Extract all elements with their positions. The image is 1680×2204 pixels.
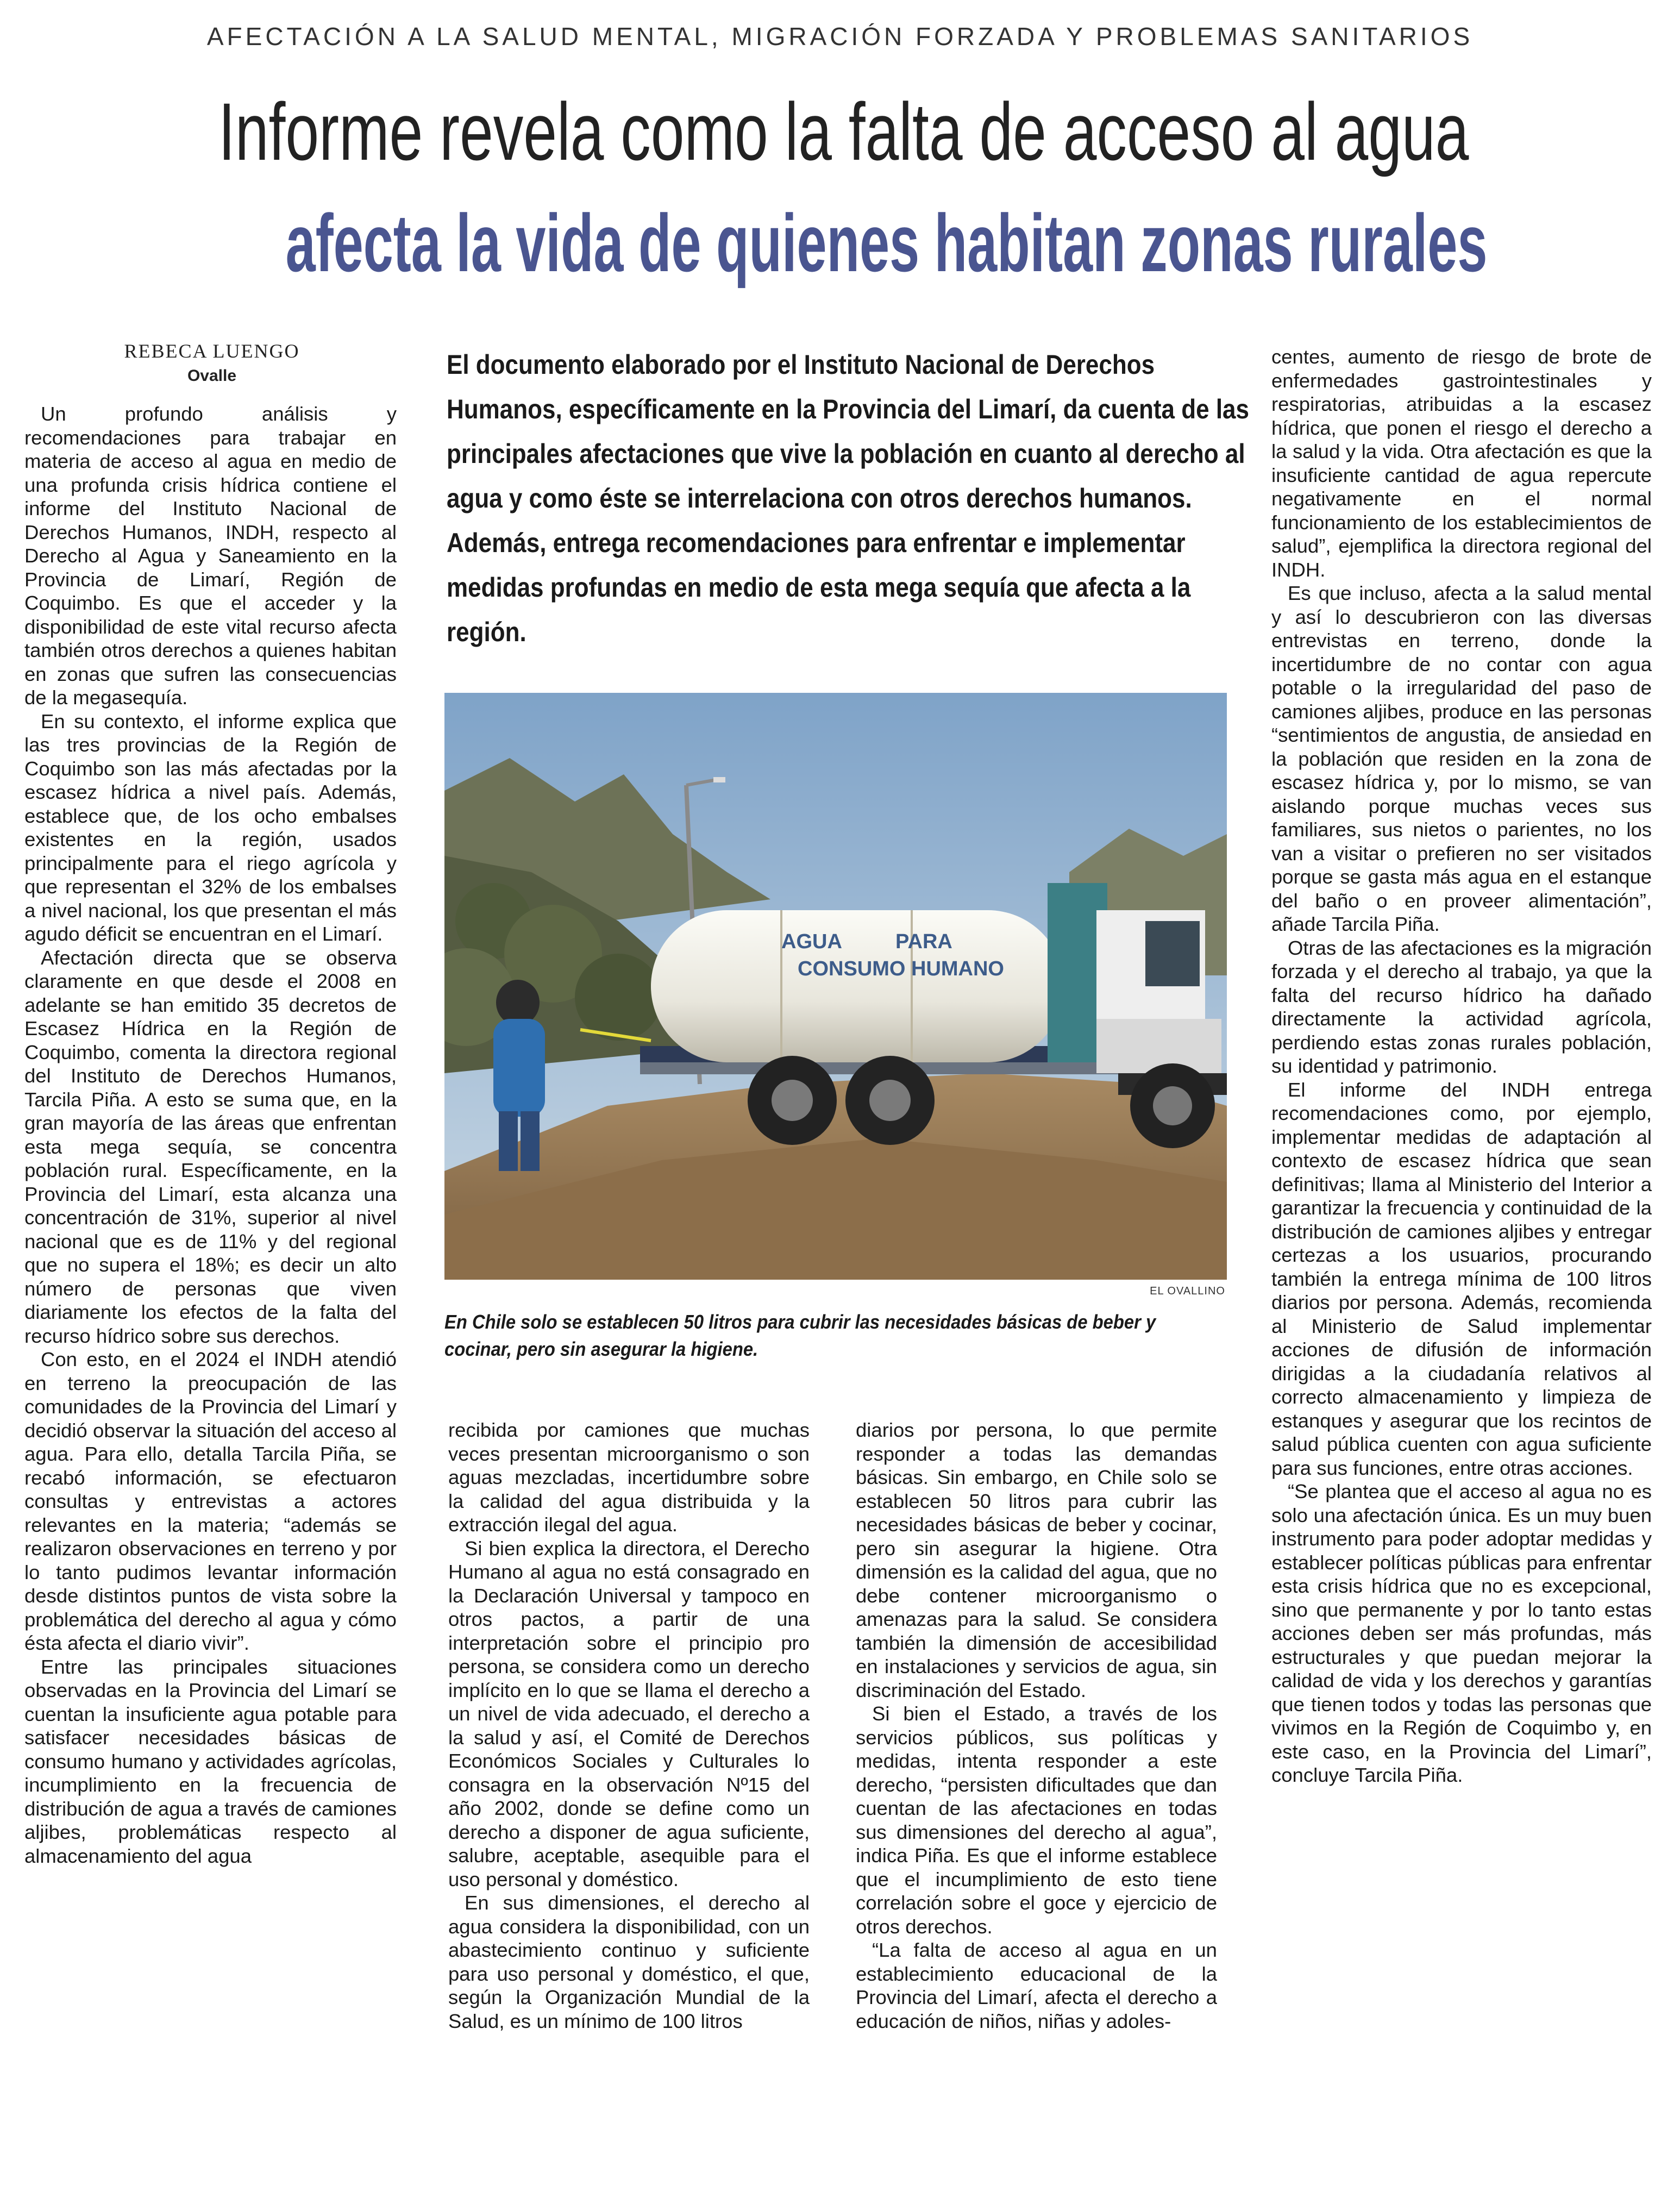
lead-paragraph: El documento elaborado por el Instituto Nacional de Derechos Humanos, específicamente en la Provincia del Limarí, da cuenta de las principales afectaciones que vive la población en cuanto al derecho al agua y como éste se interrelaciona con otros derechos humanos. Además, entrega recomendaciones para enfrentar e implementar medidas profundas en medio de esta mega sequía que afecta a la región.	[447, 349, 1249, 647]
kicker: AFECTACIÓN A LA SALUD MENTAL, MIGRACIÓN FORZADA Y PROBLEMAS SANITARIOS	[206, 22, 1474, 51]
col1-paragraph-1: Un profundo análisis y recomendaciones para trabajar en materia de acceso al agua en medio de una profunda crisis hídrica contiene el informe del Instituto Nacional de Derechos Humanos, INDH, respecto al Derecho al Agua y Saneamiento en la Provincia de Limarí, Región de Coquimbo. Es que el acceder y la disponibilidad de este vital recurso afecta también otros derechos a quienes habitan en zonas que sufren las consecuencias de la megasequía.	[24, 403, 397, 709]
col1-paragraph-3: Afectación directa que se observa claramente en que desde el 2008 en adelante se han emitido 35 decretos de Escasez Hídrica en la Región de Coquimbo, comenta la directora regional del Instituto de Derechos Humanos, Tarcila Piña. A esto se suma que, en la gran mayoría de las áreas que enfrentan esta mega sequía, se concentra población rural. Específicamente, en la Provincia del Limarí, esta alcanza una concentración de 31%, superior al nivel nacional que es de 11% y del regional que no supera el 18%; es decir un alto número de personas que viven diariamente los efectos de la falta del recurso hídrico sobre sus derechos.	[24, 946, 397, 1347]
col4-paragraph-1: centes, aumento de riesgo de brote de enfermedades gastrointestinales y respiratorias, atribuidas a la escasez hídrica, que ponen el riesgo el derecho a la salud y la vida. Otra afectación es que la insuficiente cantidad de agua repercute negativamente en el normal funcionamiento de los establecimientos de salud”, ejemplifica la directora regional del INDH.	[1271, 346, 1652, 581]
column-2	[448, 1418, 810, 2190]
tank-text-2: PARA	[895, 930, 952, 953]
col3-paragraph-1: diarios por persona, lo que permite responder a todas las demandas básicas. Sin embargo, en Chile solo se establecen 50 litros para cubrir las necesidades básicas de beber y cocinar, pero sin asegurar la higiene. Otra dimensión es la calidad del agua, que no debe contener microorganismo o amenazas para la salud. Se considera también la dimensión de accesibilidad en instalaciones y servicios de agua, sin discriminación del Estado.	[856, 1419, 1217, 1701]
col2-paragraph-3: En sus dimensiones, el derecho al agua considera la disponibilidad, con un abastecimiento continuo y suficiente para uso personal y doméstico, el que, según la Organización Mundial de la Salud, es un mínimo de 100 litros	[448, 1892, 810, 2032]
column-1	[24, 402, 397, 2190]
photo-caption: En Chile solo se establecen 50 litros para cubrir las necesidades básicas de beber y cocinar, pero sin asegurar la higiene.	[444, 1311, 1156, 1360]
col4-paragraph-4: El informe del INDH entrega recomendaciones como, por ejemplo, implementar medidas de adaptación al contexto de escasez hídrica que sean definitivas; llama al Ministerio del Interior a garantizar la frecuencia y continuidad de la distribución de camiones aljibes y entregar certezas a los usuarios, procurando también la entrega mínima de 100 litros diarios por persona. Además, recomienda al Ministerio de Salud implementar acciones de difusión de información dirigidas a la ciudadanía relativos al correcto almacenamiento y limpieza de estanques y asegurar que los recintos de salud pública cuenten con agua suficiente para sus funciones, entre otras acciones.	[1271, 1078, 1652, 1479]
headline-line-1: Informe revela como la falta de acceso al agua	[218, 86, 1469, 177]
col1-paragraph-5: Entre las principales situaciones observadas en la Provincia del Limarí se cuentan la insuficiente agua potable para satisfacer necesidades básicas de consumo humano y actividades agrícolas, incumplimiento en la frecuencia de distribución de agua a través de camiones aljibes, problemáticas respecto al almacenamiento del agua	[24, 1655, 397, 1867]
col3-paragraph-2: Si bien el Estado, a través de los servicios públicos, sus políticas y medidas, intenta responder a este derecho, “persisten dificultades que dan cuentan de las afectaciones en todas sus dimensiones del derecho al agua”, indica Piña. Es que el informe establece que el incumplimiento de esto tiene correlación sobre el goce y ejercicio de otros derechos.	[856, 1702, 1217, 1938]
photo-credit: EL OVALLINO	[1150, 1285, 1225, 1297]
col4-paragraph-5: “Se plantea que el acceso al agua no es solo una afectación única. Es un muy buen instrumento para poder adoptar medidas y establecer políticas públicas para enfrentar esta crisis hídrica que no es excepcional, sino que permanente y por lo tanto estas acciones deben ser más profundas, más estructurales y que puedan mejorar la calidad de vida y los derechos y garantías que tienen todos y todas las personas que vivimos en la Región de Coquimbo y, en este caso, en la Provincia del Limarí”, concluye Tarcila Piña.	[1271, 1480, 1652, 1786]
col1-paragraph-4: Con esto, en el 2024 el INDH atendió en terreno la preocupación de las comunidades de la Provincia del Limarí y decidió observar la situación del acceso al agua. Para ello, detalla Tarcila Piña, se recabó información, se efectuaron consultas y entrevistas a actores relevantes en la materia; “además se realizaron observaciones en terreno y por lo tanto pudimos levantar información desde distintos puntos de vista sobre la problemática del derecho al agua y cómo ésta afecta el diario vivir”.	[24, 1348, 397, 1654]
col1-paragraph-2: En su contexto, el informe explica que las tres provincias de la Región de Coquimbo son las más afectadas por la escasez hídrica a nivel país. Además, establece que, de los ocho embalses existentes en la región, usados principalmente para el riego agrícola y que representan el 32% de los embalses a nivel nacional, los que presentan el más agudo déficit se encuentran en el Limarí.	[24, 710, 397, 945]
tank-text-3: CONSUMO HUMANO	[798, 957, 1004, 980]
byline-city: Ovalle	[187, 367, 237, 385]
headline-line-2: afecta la vida de quienes habitan zonas rurales	[285, 197, 1488, 289]
col2-paragraph-2: Si bien explica la directora, el Derecho Humano al agua no está consagrado en la Declaración Universal y tampoco en otros pactos, a partir de una interpretación sobre el principio pro persona, se considera como un derecho implícito en lo que se llama el derecho a un nivel de vida adecuado, el derecho a la salud y así, el Comité de Derechos Económicos Sociales y Culturales lo consagra en la observación Nº15 del año 2002, donde se define como un derecho a disponer de agua suficiente, salubre, aceptable, asequible para el uso personal y doméstico.	[448, 1537, 810, 1890]
truck-photo	[444, 693, 1227, 1280]
byline-author: REBECA LUENGO	[124, 340, 300, 362]
col2-paragraph-1: recibida por camiones que muchas veces presentan microorganismo o son aguas mezcladas, incertidumbre sobre la calidad del agua distribuida y la extracción ilegal del agua.	[448, 1419, 810, 1536]
col3-paragraph-3: “La falta de acceso al agua en un establecimiento educacional de la Provincia del Limarí, afecta el derecho a educación de niños, niñas y adoles-	[856, 1939, 1217, 2032]
column-4	[1271, 345, 1652, 2190]
tank-text-1: AGUA	[781, 930, 842, 953]
column-3	[856, 1418, 1217, 2190]
col4-paragraph-2: Es que incluso, afecta a la salud mental y así lo descubrieron con las diversas entrevistas en terreno, donde la incertidumbre de no contar con agua potable o la irregularidad del paso de camiones aljibes, produce en las personas “sentimientos de angustia, de ansiedad en la población que residen en la zona de escasez hídrica y, por lo mismo, se van aislando porque muchas veces sus familiares, sus nietos o parientes, no los van a visitar o prefieren no ser visitados porque se gasta más agua en el estanque del baño o en proveer alimentación”, añade Tarcila Piña.	[1271, 582, 1652, 935]
col4-paragraph-3: Otras de las afectaciones es la migración forzada y el derecho al trabajo, ya que la falta del recurso hídrico ha dañado directamente la actividad agrícola, perdiendo estas zonas rurales población, su identidad y patrimonio.	[1271, 936, 1652, 1077]
